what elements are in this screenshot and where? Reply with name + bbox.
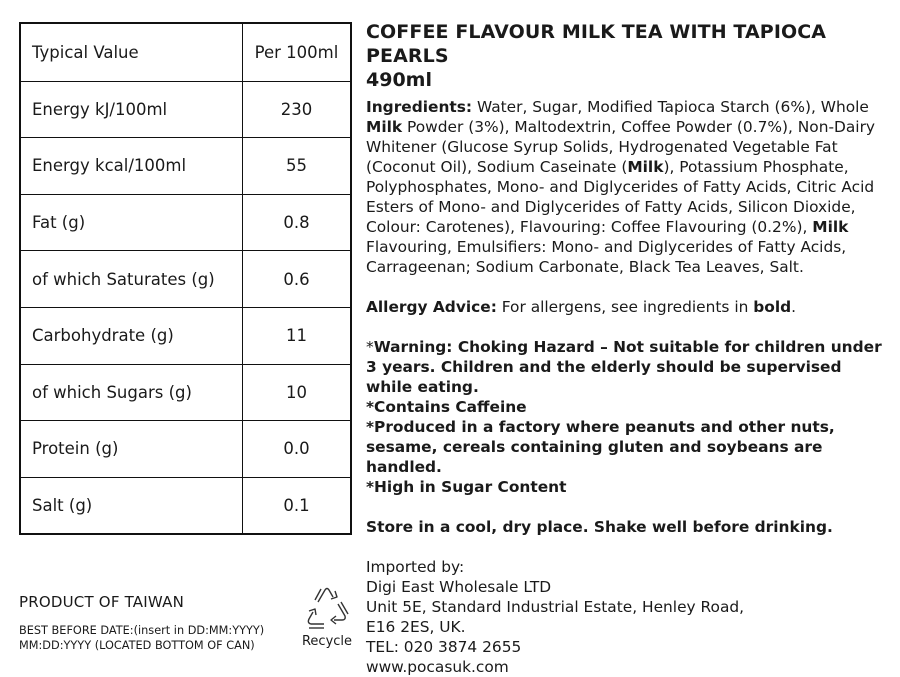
warning-choking xyxy=(366,337,891,397)
importer-label: Imported by: xyxy=(366,558,465,576)
nutrition-label: Fat (g) xyxy=(21,195,243,251)
recycle-label: Recycle xyxy=(301,634,353,649)
nutrition-table xyxy=(19,22,352,535)
nutrition-row-sugars xyxy=(21,364,350,421)
nutrition-value: 0.1 xyxy=(283,496,310,516)
nutrition-label: Energy kJ/100ml xyxy=(21,82,243,138)
label-text-column xyxy=(366,20,891,677)
ingredients-text: Flavouring, Emulsifiers: Mono- and Diglycerides of Fatty Acids, Carrageenan; Sodium Carbonate, Black Tea Leaves, Salt. xyxy=(366,238,847,276)
allergen-milk: Milk xyxy=(366,118,403,136)
allergy-text: For allergens, see ingredients in xyxy=(496,298,754,316)
allergy-end: . xyxy=(791,298,797,316)
country-of-origin: PRODUCT OF TAIWAN xyxy=(19,593,184,611)
nutrition-value: 0.8 xyxy=(283,213,310,233)
nutrition-row-protein xyxy=(21,420,350,477)
ingredients-text: ), Potassium Phosphate, Polyphosphates, Mono- and Diglycerides of Fatty Acids, Citric Acid Esters of Mono- and Diglycerides of Fatty Acids, Silicon Dioxide, Colour: Carotenes), Flavouring: Coffee Flavouring (0.2%), xyxy=(366,158,875,236)
nutrition-label: Protein (g) xyxy=(21,421,243,477)
importer-website: www.pocasuk.com xyxy=(366,658,509,676)
allergy-bold-word: bold xyxy=(753,298,792,316)
ingredients-text: Powder (3%), Maltodextrin, Coffee Powder (0.7%), Non-Dairy Whitener (Glucose Syrup Solids, Hydrogenated Vegetable Fat (Coconut Oil), Sodium Caseinate ( xyxy=(366,118,876,176)
nutrition-row-energy-kcal xyxy=(21,137,350,194)
nutrition-label: Carbohydrate (g) xyxy=(21,308,243,364)
allergy-advice xyxy=(366,297,891,317)
nutrition-value: 55 xyxy=(286,156,307,176)
nutrition-header-label: Typical Value xyxy=(21,24,243,81)
best-before-line2: MM:DD:YYYY (LOCATED BOTTOM OF CAN) xyxy=(19,639,255,652)
nutrition-label: Salt (g) xyxy=(21,478,243,534)
nutrition-value: 0.0 xyxy=(283,439,310,459)
nutrition-row-saturates xyxy=(21,250,350,307)
product-title: COFFEE FLAVOUR MILK TEA WITH TAPIOCA PEARLS xyxy=(366,21,827,67)
ingredients-text: Water, Sugar, Modified Tapioca Starch (6%), Whole xyxy=(472,98,869,116)
nutrition-value: 0.6 xyxy=(283,269,310,289)
warning-choking-text: Warning: Choking Hazard – Not suitable for children under 3 years. Children and the elderly should be supervised while eating. xyxy=(366,338,882,396)
allergen-milk: Milk xyxy=(627,158,664,176)
ingredients-paragraph xyxy=(366,97,891,277)
importer-address-line1: Unit 5E, Standard Industrial Estate, Henley Road, xyxy=(366,598,745,616)
nutrition-row-fat xyxy=(21,194,350,251)
importer-name: Digi East Wholesale LTD xyxy=(366,578,552,596)
nutrition-value: 230 xyxy=(280,99,313,119)
best-before-date xyxy=(19,623,264,653)
nutrition-row-carbohydrate xyxy=(21,307,350,364)
nutrition-label: of which Sugars (g) xyxy=(21,365,243,421)
nutrition-label: of which Saturates (g) xyxy=(21,251,243,307)
nutrition-value: 10 xyxy=(286,382,307,402)
nutrition-value: 11 xyxy=(286,326,307,346)
nutrition-row-salt xyxy=(21,477,350,534)
product-volume: 490ml xyxy=(366,69,432,91)
importer-telephone: TEL: 020 3874 2655 xyxy=(366,638,522,656)
importer-address-line2: E16 2ES, UK. xyxy=(366,618,466,636)
best-before-line1: BEST BEFORE DATE:(insert in DD:MM:YYYY) xyxy=(19,624,265,637)
warning-asterisk: * xyxy=(366,338,374,356)
nutrition-header-row xyxy=(21,24,350,81)
storage-instructions: Store in a cool, dry place. Shake well before drinking. xyxy=(366,518,833,536)
nutrition-label: Energy kcal/100ml xyxy=(21,138,243,194)
recycle-icon xyxy=(298,580,356,632)
nutrition-row-energy-kj xyxy=(21,81,350,138)
warning-sugar: *High in Sugar Content xyxy=(366,478,567,496)
ingredients-heading: Ingredients: xyxy=(366,98,473,116)
recycle-symbol xyxy=(296,580,358,649)
allergen-milk: Milk xyxy=(812,218,849,236)
warning-factory: *Produced in a factory where peanuts and other nuts, sesame, cereals containing gluten and soybeans are handled. xyxy=(366,418,835,476)
allergy-heading: Allergy Advice: xyxy=(366,298,497,316)
warning-caffeine: *Contains Caffeine xyxy=(366,398,527,416)
nutrition-header-value: Per 100ml xyxy=(254,42,339,62)
